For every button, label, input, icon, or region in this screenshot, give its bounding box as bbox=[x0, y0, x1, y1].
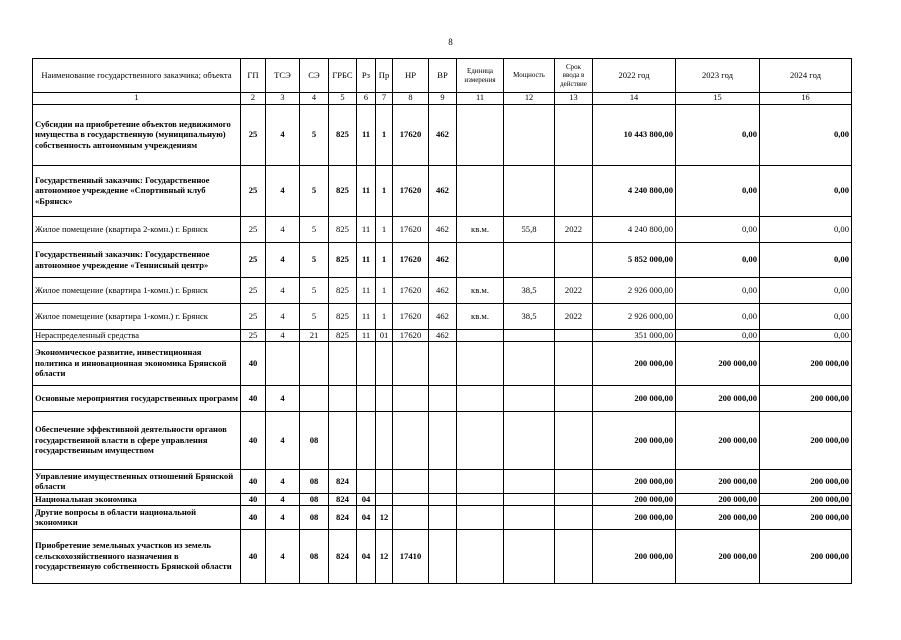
gp-cell: 25 bbox=[241, 216, 266, 242]
unit-cell bbox=[457, 529, 504, 583]
col-header-se: СЭ bbox=[300, 59, 329, 93]
name-cell: Жилое помещение (квартира 2-комн.) г. Брянск bbox=[33, 216, 241, 242]
pr-cell bbox=[376, 411, 393, 469]
column-number-cell: 12 bbox=[504, 93, 555, 105]
unit-cell bbox=[457, 411, 504, 469]
column-number-cell: 9 bbox=[429, 93, 457, 105]
table-row bbox=[33, 104, 852, 165]
nr-cell bbox=[393, 469, 429, 493]
nr-cell bbox=[393, 505, 429, 529]
grbs-cell bbox=[329, 341, 357, 385]
amount-2022-cell: 2 926 000,00 bbox=[593, 303, 676, 329]
unit-cell: кв.м. bbox=[457, 216, 504, 242]
rz-cell bbox=[357, 411, 376, 469]
amount-2024-cell: 200 000,00 bbox=[760, 505, 852, 529]
amount-2023-cell: 200 000,00 bbox=[676, 505, 760, 529]
amount-2023-cell: 0,00 bbox=[676, 104, 760, 165]
nr-cell: 17620 bbox=[393, 165, 429, 216]
col-header-pr: Пр bbox=[376, 59, 393, 93]
table-row bbox=[33, 329, 852, 341]
col-header-tse: ТСЭ bbox=[266, 59, 300, 93]
col-header-nr: НР bbox=[393, 59, 429, 93]
capacity-cell: 38,5 bbox=[504, 277, 555, 303]
tse-cell: 4 bbox=[266, 411, 300, 469]
se-cell bbox=[300, 341, 329, 385]
amount-2024-cell: 0,00 bbox=[760, 277, 852, 303]
unit-cell bbox=[457, 242, 504, 277]
col-header-2024: 2024 год bbox=[760, 59, 852, 93]
tse-cell: 4 bbox=[266, 303, 300, 329]
nr-cell: 17620 bbox=[393, 216, 429, 242]
name-cell: Нераспределенный средства bbox=[33, 329, 241, 341]
capacity-cell bbox=[504, 385, 555, 411]
commissioning-cell bbox=[555, 165, 593, 216]
pr-cell bbox=[376, 469, 393, 493]
table-row bbox=[33, 242, 852, 277]
vr-cell bbox=[429, 493, 457, 505]
rz-cell: 11 bbox=[357, 216, 376, 242]
name-cell: Государственный заказчик: Государственное автономное учреждение «Спортивный клуб «Брянск» bbox=[33, 165, 241, 216]
se-cell: 5 bbox=[300, 104, 329, 165]
tse-cell: 4 bbox=[266, 385, 300, 411]
column-number-cell: 14 bbox=[593, 93, 676, 105]
amount-2022-cell: 200 000,00 bbox=[593, 529, 676, 583]
amount-2023-cell: 0,00 bbox=[676, 216, 760, 242]
vr-cell: 462 bbox=[429, 165, 457, 216]
grbs-cell: 825 bbox=[329, 104, 357, 165]
grbs-cell bbox=[329, 385, 357, 411]
grbs-cell: 824 bbox=[329, 505, 357, 529]
capacity-cell bbox=[504, 329, 555, 341]
pr-cell: 1 bbox=[376, 303, 393, 329]
amount-2024-cell: 0,00 bbox=[760, 242, 852, 277]
amount-2023-cell: 0,00 bbox=[676, 242, 760, 277]
commissioning-cell bbox=[555, 385, 593, 411]
gp-cell: 25 bbox=[241, 303, 266, 329]
commissioning-cell bbox=[555, 411, 593, 469]
name-cell: Национальная экономика bbox=[33, 493, 241, 505]
nr-cell: 17620 bbox=[393, 104, 429, 165]
pr-cell: 1 bbox=[376, 277, 393, 303]
grbs-cell: 825 bbox=[329, 216, 357, 242]
se-cell: 08 bbox=[300, 529, 329, 583]
col-header-grbs: ГРБС bbox=[329, 59, 357, 93]
amount-2022-cell: 200 000,00 bbox=[593, 493, 676, 505]
col-header-unit: Единица измерения bbox=[457, 59, 504, 93]
table-row bbox=[33, 469, 852, 493]
column-number-cell: 3 bbox=[266, 93, 300, 105]
amount-2022-cell: 10 443 800,00 bbox=[593, 104, 676, 165]
amount-2022-cell: 200 000,00 bbox=[593, 505, 676, 529]
column-number-cell: 4 bbox=[300, 93, 329, 105]
col-header-rz: Рз bbox=[357, 59, 376, 93]
name-cell: Государственный заказчик: Государственное автономное учреждение «Теннисный центр» bbox=[33, 242, 241, 277]
vr-cell: 462 bbox=[429, 242, 457, 277]
name-cell: Жилое помещение (квартира 1-комн.) г. Брянск bbox=[33, 303, 241, 329]
vr-cell bbox=[429, 529, 457, 583]
capacity-cell: 55,8 bbox=[504, 216, 555, 242]
nr-cell: 17620 bbox=[393, 242, 429, 277]
column-number-cell: 6 bbox=[357, 93, 376, 105]
capacity-cell bbox=[504, 469, 555, 493]
column-number-cell: 2 bbox=[241, 93, 266, 105]
grbs-cell: 825 bbox=[329, 242, 357, 277]
gp-cell: 40 bbox=[241, 493, 266, 505]
se-cell: 5 bbox=[300, 277, 329, 303]
amount-2023-cell: 0,00 bbox=[676, 165, 760, 216]
header-row bbox=[33, 59, 852, 93]
amount-2024-cell: 0,00 bbox=[760, 165, 852, 216]
vr-cell: 462 bbox=[429, 277, 457, 303]
commissioning-cell bbox=[555, 341, 593, 385]
gp-cell: 40 bbox=[241, 411, 266, 469]
table-row bbox=[33, 411, 852, 469]
vr-cell: 462 bbox=[429, 303, 457, 329]
amount-2023-cell: 200 000,00 bbox=[676, 341, 760, 385]
gp-cell: 40 bbox=[241, 385, 266, 411]
pr-cell: 01 bbox=[376, 329, 393, 341]
amount-2022-cell: 351 000,00 bbox=[593, 329, 676, 341]
amount-2024-cell: 200 000,00 bbox=[760, 341, 852, 385]
pr-cell bbox=[376, 493, 393, 505]
gp-cell: 25 bbox=[241, 165, 266, 216]
pr-cell: 1 bbox=[376, 242, 393, 277]
grbs-cell: 825 bbox=[329, 329, 357, 341]
unit-cell bbox=[457, 505, 504, 529]
commissioning-cell bbox=[555, 469, 593, 493]
grbs-cell bbox=[329, 411, 357, 469]
rz-cell bbox=[357, 469, 376, 493]
column-number-cell: 5 bbox=[329, 93, 357, 105]
gp-cell: 40 bbox=[241, 469, 266, 493]
unit-cell bbox=[457, 341, 504, 385]
table-row bbox=[33, 216, 852, 242]
se-cell: 5 bbox=[300, 165, 329, 216]
name-cell: Основные мероприятия государственных программ bbox=[33, 385, 241, 411]
nr-cell bbox=[393, 341, 429, 385]
unit-cell bbox=[457, 493, 504, 505]
vr-cell bbox=[429, 505, 457, 529]
gp-cell: 40 bbox=[241, 529, 266, 583]
capacity-cell bbox=[504, 165, 555, 216]
rz-cell: 11 bbox=[357, 329, 376, 341]
tse-cell: 4 bbox=[266, 469, 300, 493]
grbs-cell: 825 bbox=[329, 277, 357, 303]
amount-2022-cell: 200 000,00 bbox=[593, 385, 676, 411]
column-number-cell: 16 bbox=[760, 93, 852, 105]
capacity-cell: 38,5 bbox=[504, 303, 555, 329]
se-cell bbox=[300, 385, 329, 411]
tse-cell: 4 bbox=[266, 104, 300, 165]
gp-cell: 25 bbox=[241, 242, 266, 277]
gp-cell: 25 bbox=[241, 329, 266, 341]
amount-2024-cell: 0,00 bbox=[760, 216, 852, 242]
capacity-cell bbox=[504, 493, 555, 505]
column-number-cell: 11 bbox=[457, 93, 504, 105]
pr-cell: 1 bbox=[376, 165, 393, 216]
amount-2022-cell: 200 000,00 bbox=[593, 469, 676, 493]
rz-cell: 04 bbox=[357, 493, 376, 505]
commissioning-cell bbox=[555, 529, 593, 583]
vr-cell bbox=[429, 385, 457, 411]
table-row bbox=[33, 341, 852, 385]
commissioning-cell bbox=[555, 329, 593, 341]
pr-cell bbox=[376, 341, 393, 385]
grbs-cell: 824 bbox=[329, 493, 357, 505]
name-cell: Обеспечение эффективной деятельности органов государственной власти в сфере управления государственным имуществом bbox=[33, 411, 241, 469]
column-number-cell: 8 bbox=[393, 93, 429, 105]
pr-cell: 1 bbox=[376, 216, 393, 242]
table-row bbox=[33, 493, 852, 505]
tse-cell: 4 bbox=[266, 165, 300, 216]
capacity-cell bbox=[504, 505, 555, 529]
name-cell: Управление имущественных отношений Брянской области bbox=[33, 469, 241, 493]
rz-cell: 04 bbox=[357, 529, 376, 583]
amount-2024-cell: 0,00 bbox=[760, 104, 852, 165]
vr-cell: 462 bbox=[429, 329, 457, 341]
commissioning-cell: 2022 bbox=[555, 216, 593, 242]
pr-cell bbox=[376, 385, 393, 411]
tse-cell: 4 bbox=[266, 329, 300, 341]
table-row bbox=[33, 529, 852, 583]
commissioning-cell bbox=[555, 493, 593, 505]
gp-cell: 40 bbox=[241, 341, 266, 385]
commissioning-cell: 2022 bbox=[555, 303, 593, 329]
nr-cell: 17410 bbox=[393, 529, 429, 583]
rz-cell: 11 bbox=[357, 242, 376, 277]
vr-cell: 462 bbox=[429, 104, 457, 165]
amount-2023-cell: 200 000,00 bbox=[676, 385, 760, 411]
se-cell: 08 bbox=[300, 493, 329, 505]
amount-2023-cell: 0,00 bbox=[676, 277, 760, 303]
amount-2023-cell: 200 000,00 bbox=[676, 529, 760, 583]
column-number-cell: 15 bbox=[676, 93, 760, 105]
grbs-cell: 824 bbox=[329, 529, 357, 583]
grbs-cell: 825 bbox=[329, 165, 357, 216]
unit-cell bbox=[457, 329, 504, 341]
amount-2024-cell: 200 000,00 bbox=[760, 469, 852, 493]
table-row bbox=[33, 165, 852, 216]
budget-table bbox=[32, 58, 852, 584]
amount-2023-cell: 200 000,00 bbox=[676, 469, 760, 493]
capacity-cell bbox=[504, 529, 555, 583]
rz-cell bbox=[357, 341, 376, 385]
se-cell: 08 bbox=[300, 505, 329, 529]
col-header-name: Наименование государственного заказчика; объекта bbox=[33, 59, 241, 93]
table-row bbox=[33, 277, 852, 303]
gp-cell: 25 bbox=[241, 104, 266, 165]
tse-cell: 4 bbox=[266, 529, 300, 583]
grbs-cell: 825 bbox=[329, 303, 357, 329]
nr-cell bbox=[393, 493, 429, 505]
capacity-cell bbox=[504, 242, 555, 277]
unit-cell: кв.м. bbox=[457, 277, 504, 303]
amount-2022-cell: 4 240 800,00 bbox=[593, 165, 676, 216]
vr-cell bbox=[429, 469, 457, 493]
column-number-cell: 1 bbox=[33, 93, 241, 105]
column-number-cell: 7 bbox=[376, 93, 393, 105]
unit-cell bbox=[457, 104, 504, 165]
rz-cell: 04 bbox=[357, 505, 376, 529]
unit-cell bbox=[457, 469, 504, 493]
amount-2024-cell: 0,00 bbox=[760, 329, 852, 341]
se-cell: 08 bbox=[300, 469, 329, 493]
amount-2023-cell: 0,00 bbox=[676, 329, 760, 341]
name-cell: Жилое помещение (квартира 1-комн.) г. Брянск bbox=[33, 277, 241, 303]
capacity-cell bbox=[504, 104, 555, 165]
amount-2024-cell: 200 000,00 bbox=[760, 411, 852, 469]
amount-2024-cell: 200 000,00 bbox=[760, 385, 852, 411]
rz-cell: 11 bbox=[357, 165, 376, 216]
amount-2024-cell: 0,00 bbox=[760, 303, 852, 329]
nr-cell bbox=[393, 385, 429, 411]
rz-cell: 11 bbox=[357, 104, 376, 165]
amount-2024-cell: 200 000,00 bbox=[760, 529, 852, 583]
pr-cell: 12 bbox=[376, 529, 393, 583]
se-cell: 21 bbox=[300, 329, 329, 341]
name-cell: Субсидии на приобретение объектов недвижимого имущества в государственную (муниципальную) собственность автономным учреждениям bbox=[33, 104, 241, 165]
vr-cell bbox=[429, 341, 457, 385]
nr-cell: 17620 bbox=[393, 277, 429, 303]
amount-2022-cell: 200 000,00 bbox=[593, 341, 676, 385]
col-header-capacity: Мощность bbox=[504, 59, 555, 93]
se-cell: 5 bbox=[300, 216, 329, 242]
amount-2023-cell: 0,00 bbox=[676, 303, 760, 329]
se-cell: 5 bbox=[300, 303, 329, 329]
tse-cell: 4 bbox=[266, 242, 300, 277]
amount-2022-cell: 4 240 800,00 bbox=[593, 216, 676, 242]
vr-cell bbox=[429, 411, 457, 469]
table-row bbox=[33, 505, 852, 529]
vr-cell: 462 bbox=[429, 216, 457, 242]
name-cell: Приобретение земельных участков из земель сельскохозяйственного назначения в государственную собственность Брянской области bbox=[33, 529, 241, 583]
col-header-vr: ВР bbox=[429, 59, 457, 93]
commissioning-cell bbox=[555, 242, 593, 277]
col-header-2022: 2022 год bbox=[593, 59, 676, 93]
nr-cell: 17620 bbox=[393, 329, 429, 341]
col-header-commissioning: Срок ввода в действие bbox=[555, 59, 593, 93]
grbs-cell: 824 bbox=[329, 469, 357, 493]
se-cell: 5 bbox=[300, 242, 329, 277]
amount-2023-cell: 200 000,00 bbox=[676, 411, 760, 469]
tse-cell: 4 bbox=[266, 216, 300, 242]
table-row bbox=[33, 385, 852, 411]
col-header-2023: 2023 год bbox=[676, 59, 760, 93]
pr-cell: 1 bbox=[376, 104, 393, 165]
name-cell: Другие вопросы в области национальной экономики bbox=[33, 505, 241, 529]
nr-cell: 17620 bbox=[393, 303, 429, 329]
unit-cell bbox=[457, 385, 504, 411]
capacity-cell bbox=[504, 341, 555, 385]
tse-cell bbox=[266, 341, 300, 385]
amount-2022-cell: 5 852 000,00 bbox=[593, 242, 676, 277]
se-cell: 08 bbox=[300, 411, 329, 469]
commissioning-cell bbox=[555, 104, 593, 165]
commissioning-cell: 2022 bbox=[555, 277, 593, 303]
unit-cell: кв.м. bbox=[457, 303, 504, 329]
capacity-cell bbox=[504, 411, 555, 469]
column-number-cell: 13 bbox=[555, 93, 593, 105]
commissioning-cell bbox=[555, 505, 593, 529]
tse-cell: 4 bbox=[266, 493, 300, 505]
page-number: 8 bbox=[448, 37, 453, 47]
rz-cell: 11 bbox=[357, 303, 376, 329]
unit-cell bbox=[457, 165, 504, 216]
table-row bbox=[33, 303, 852, 329]
rz-cell bbox=[357, 385, 376, 411]
name-cell: Экономическое развитие, инвестиционная политика и инновационная экономика Брянской области bbox=[33, 341, 241, 385]
amount-2023-cell: 200 000,00 bbox=[676, 493, 760, 505]
tse-cell: 4 bbox=[266, 505, 300, 529]
gp-cell: 40 bbox=[241, 505, 266, 529]
amount-2022-cell: 2 926 000,00 bbox=[593, 277, 676, 303]
pr-cell: 12 bbox=[376, 505, 393, 529]
amount-2024-cell: 200 000,00 bbox=[760, 493, 852, 505]
col-header-gp: ГП bbox=[241, 59, 266, 93]
tse-cell: 4 bbox=[266, 277, 300, 303]
amount-2022-cell: 200 000,00 bbox=[593, 411, 676, 469]
column-numbers-row bbox=[33, 93, 852, 105]
gp-cell: 25 bbox=[241, 277, 266, 303]
nr-cell bbox=[393, 411, 429, 469]
rz-cell: 11 bbox=[357, 277, 376, 303]
